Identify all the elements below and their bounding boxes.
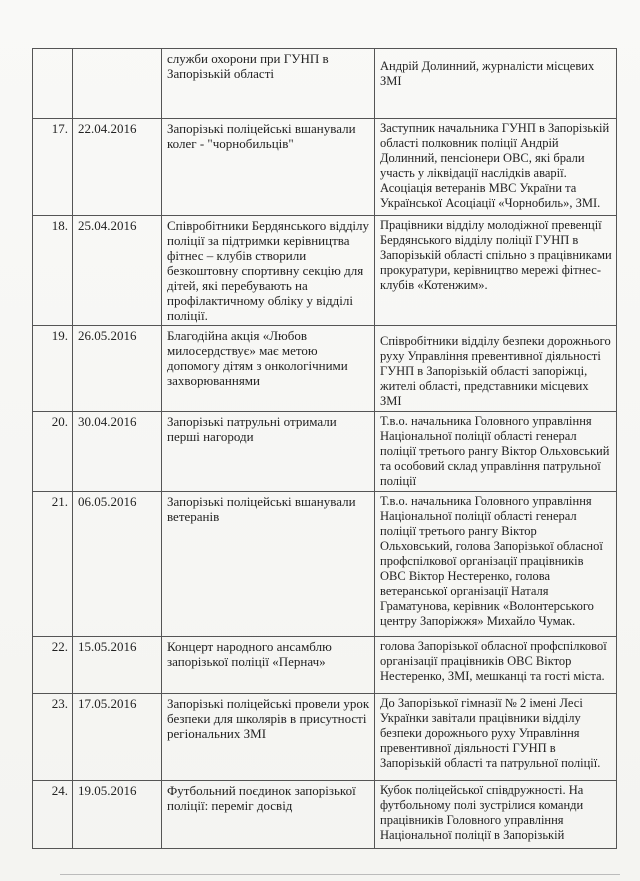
table-row [33,694,617,781]
row-participants: Т.в.о. начальника Головного управління Національної поліції області генерал поліції третього рангу Віктор Ольховський та особовий склад управління патрульної поліції [375,412,617,492]
row-number: 17. [33,119,73,216]
row-title: Футбольний поєдинок запорізької поліції: переміг досвід [162,781,375,849]
table-row [33,49,617,119]
row-date: 19.05.2016 [73,781,162,849]
row-number: 18. [33,216,73,326]
row-participants: Працівники відділу молодіжної превенції Бердянського відділу поліції ГУНП в Запорізькій області спільно з працівниками прокуратури, керівництво мережі фітнес-клубів «Котенжим». [375,216,617,326]
table-row [33,119,617,216]
row-title: Запорізькі поліцейські провели урок безпеки для школярів в присутності регіональних ЗМІ [162,694,375,781]
row-number: 21. [33,492,73,637]
row-date: 17.05.2016 [73,694,162,781]
row-title: Концерт народного ансамблю запорізької поліції «Пернач» [162,637,375,694]
table-row [33,216,617,326]
row-date [73,49,162,119]
row-number: 22. [33,637,73,694]
table-row [33,412,617,492]
row-participants: Заступник начальника ГУНП в Запорізькій області полковник поліції Андрій Долинний, пенсіонери ОВС, які брали участь у ліквідації наслідків аварії. Асоціація ветеранів МВС України та Української Асоціації «Чорнобиль», ЗМІ. [375,119,617,216]
row-date: 06.05.2016 [73,492,162,637]
row-date: 30.04.2016 [73,412,162,492]
table-row [33,326,617,412]
row-number: 23. [33,694,73,781]
row-title: Благодійна акція «Любов милосердствує» має метою допомогу дітям з онкологічними захворюваннями [162,326,375,412]
row-title: Співробітники Бердянського відділу поліції за підтримки керівництва фітнес – клубів створили безкоштовну спортивну секцію для дітей, які перебувають на профілактичному обліку у відділі поліції. [162,216,375,326]
row-participants: Т.в.о. начальника Головного управління Національної поліції області генерал поліції третього рангу Віктор Ольховський, голова Запорізької обласної профспілкової організації працівників ОВС Віктор Нестеренко, голова ветеранської організації Наталя Граматунова, керівник «Волонтерського центру Запоріжжя» Михайло Чумак. [375,492,617,637]
table-row [33,781,617,849]
row-number [33,49,73,119]
table-row [33,492,617,637]
events-table [32,48,617,849]
row-participants: До Запорізької гімназії № 2 імені Лесі Українки завітали працівники відділу безпеки дорожнього руху Управління превентивної діяльності ГУНП в Запорізькій області та патрульної поліції. [375,694,617,781]
row-participants: Андрій Долинний, журналісти місцевих ЗМІ [375,49,617,119]
row-number: 24. [33,781,73,849]
row-number: 20. [33,412,73,492]
row-title: Запорізькі поліцейські вшанували ветеранів [162,492,375,637]
row-title: Запорізькі патрульні отримали перші нагороди [162,412,375,492]
table-row [33,637,617,694]
page-edge-line [60,874,620,875]
row-participants: голова Запорізької обласної профспілкової організації працівників ОВС Віктор Нестеренко, ЗМІ, мешканці та гості міста. [375,637,617,694]
row-title: Запорізькі поліцейські вшанували колег - "чорнобильців" [162,119,375,216]
row-title: служби охорони при ГУНП в Запорізькій області [162,49,375,119]
row-date: 25.04.2016 [73,216,162,326]
row-participants: Співробітники відділу безпеки дорожнього руху Управління превентивної діяльності ГУНП в Запорізькій області запоріжці, жителі області, представники місцевих ЗМІ [375,326,617,412]
row-participants: Кубок поліцейської співдружності. На футбольному полі зустрілися команди працівників Головного управління Національної поліції в Запорізькій [375,781,617,849]
row-date: 22.04.2016 [73,119,162,216]
row-date: 26.05.2016 [73,326,162,412]
row-date: 15.05.2016 [73,637,162,694]
row-number: 19. [33,326,73,412]
